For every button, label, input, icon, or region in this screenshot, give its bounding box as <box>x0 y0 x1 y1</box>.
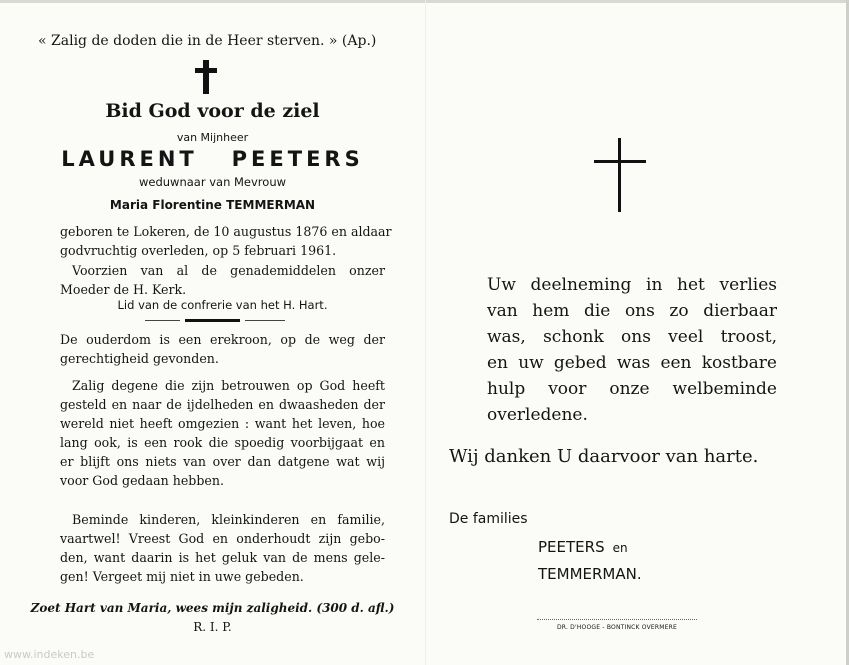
prayer-heading: Bid God voor de ziel <box>105 100 320 122</box>
text-line: gen! Vergeet mij niet in uwe gebeden. <box>60 569 304 584</box>
farewell-text <box>60 510 385 586</box>
text-line: voor God gedaan hebben. <box>60 473 224 488</box>
family-peeters <box>538 538 628 556</box>
text-line: Moeder de H. Kerk. <box>60 282 187 297</box>
text-line: godvruchtig overleden, op 5 februari 1961. <box>60 243 337 258</box>
verse-zalig <box>60 376 385 490</box>
text-line: gerechtigheid gevonden. <box>60 351 219 366</box>
rip-text: R. I. P. <box>193 620 232 634</box>
text-line: was, schonk ons veel troost, <box>487 327 777 347</box>
text-line: De ouderdom is een erekroon, op de weg der <box>60 332 385 347</box>
spouse-name: Maria Florentine TEMMERMAN <box>109 198 316 212</box>
cross-icon <box>594 138 646 212</box>
family-temmerman: TEMMERMAN. <box>538 565 642 583</box>
printer-imprint: DR. D'HOOGE - BONTINCK OVERMERE <box>556 624 678 631</box>
text-line: hulp voor onze welbeminde <box>487 379 777 399</box>
text-line: en uw gebed was een kostbare <box>487 353 777 373</box>
text-line: vaartwel! Vreest God en onderhoudt zijn gebo- <box>60 531 385 546</box>
confrerie-text: Lid van de confrerie van het H. Hart. <box>117 298 328 312</box>
text-line: Beminde kinderen, kleinkinderen en familie, <box>72 512 385 527</box>
family-conjunction: en <box>612 541 628 555</box>
text-line: Uw deelneming in het verlies <box>487 275 777 295</box>
text-line: gesteld en naar de ijdelheden en dwaasheden der <box>60 397 385 412</box>
text-line: Zalig degene die zijn betrouwen op God heeft <box>72 378 385 393</box>
family-name: PEETERS <box>538 538 605 556</box>
watermark: www.indeken.be <box>4 648 95 661</box>
text-line: geboren te Lokeren, de 10 augustus 1876 en aldaar <box>60 224 392 239</box>
birth-death-text <box>60 222 392 260</box>
text-line: Voorzien van al de genademiddelen onzer <box>72 263 385 278</box>
scripture-quote: « Zalig de doden die in de Heer sterven. » (Ap.) <box>38 33 377 49</box>
verse-ouderdom <box>60 330 385 368</box>
thanks-message <box>487 272 777 428</box>
ornamental-divider <box>145 319 285 323</box>
widower-of: weduwnaar van Mevrouw <box>138 175 287 189</box>
printer-dotted-line <box>537 619 697 620</box>
text-line: van hem die ons zo dierbaar <box>487 301 777 321</box>
text-line: overledene. <box>487 405 588 425</box>
deceased-name: LAURENT PEETERS <box>61 147 364 171</box>
cross-icon <box>195 60 217 94</box>
text-line: wereld niet heeft omgezien : want het leven, hoe <box>60 416 385 431</box>
thanks-closing: Wij danken U daarvoor van harte. <box>449 446 759 467</box>
families-label: De families <box>449 511 528 527</box>
text-line: lang ook, is een rook die spoedig voorbijgaat en <box>60 435 385 450</box>
sacraments-text <box>60 261 385 299</box>
text-line: den, want daarin is het geluk van de mens gele- <box>60 550 385 565</box>
indulgence-prayer: Zoet Hart van Maria, wees mijn zaligheid. (300 d. afl.) <box>30 601 395 615</box>
van-mijnheer: van Mijnheer <box>176 131 249 144</box>
text-line: er blijft ons niets van over dan datgene wat wij <box>60 454 385 469</box>
